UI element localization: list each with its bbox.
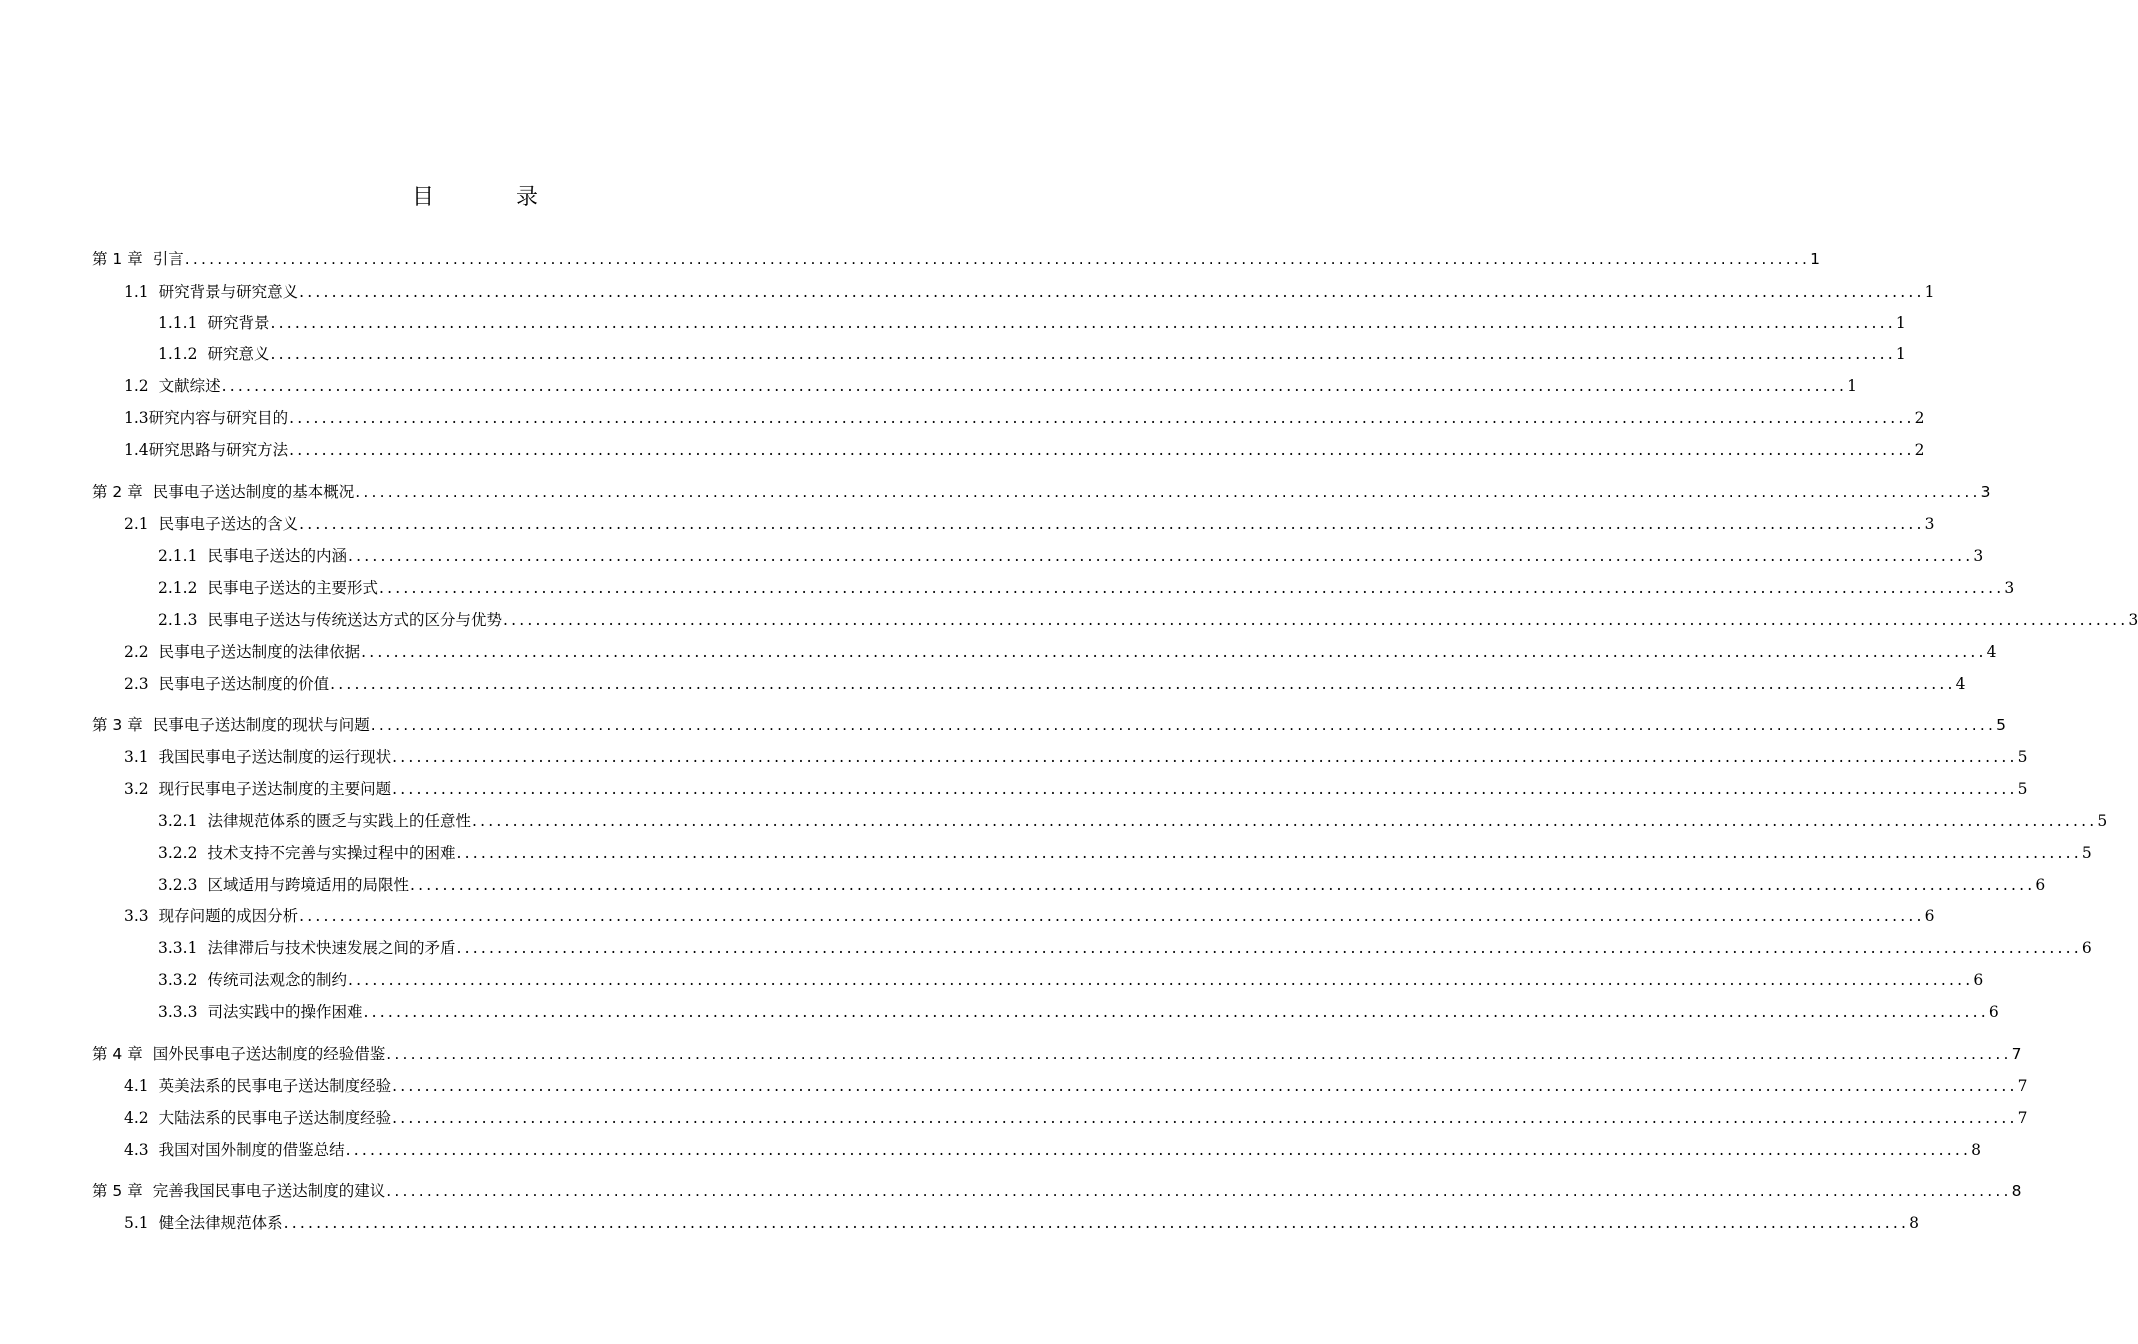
toc-leader-dots: ........................................................................................................................................................................................................ (456, 939, 2082, 957)
toc-entry-number: 3.2.3 (158, 876, 198, 894)
toc-leader-dots: ........................................................................................................................................................................................................ (345, 1141, 1972, 1159)
toc-leader-dots: ........................................................................................................................................................................................................ (299, 283, 1925, 301)
toc-entry-page-number: 6 (1973, 971, 1984, 989)
toc-entry-section[interactable] (0, 905, 1935, 927)
toc-entry-page-number: 1 (1895, 314, 1906, 332)
toc-entry-label: 研究思路与研究方法 (148, 441, 289, 459)
toc-entry-section[interactable] (0, 1075, 2028, 1097)
toc-entry-number: 3.2.1 (158, 812, 198, 830)
toc-entry-page-number: 5 (2017, 780, 2028, 798)
toc-entry-number: 2.1.1 (158, 547, 198, 565)
toc-entry-label: 我国民事电子送达制度的运行现状 (158, 748, 392, 766)
toc-leader-dots: ........................................................................................................................................................................................................ (471, 812, 2098, 830)
toc-leader-dots: ........................................................................................................................................................................................................ (386, 1182, 2012, 1200)
toc-leader-dots: ........................................................................................................................................................................................................ (289, 409, 1915, 427)
toc-entry-page-number: 3 (2128, 611, 2138, 629)
toc-leader-dots: ........................................................................................................................................................................................................ (386, 1045, 2012, 1063)
toc-entry-page-number: 6 (2081, 939, 2092, 957)
toc-entry-number: 1.4 (124, 441, 149, 459)
toc-entry-number: 3.2 (124, 780, 149, 798)
toc-entry-label: 健全法律规范体系 (158, 1214, 283, 1232)
toc-entry-number: 3.3.1 (158, 939, 198, 957)
toc-leader-dots: ........................................................................................................................................................................................................ (347, 971, 1974, 989)
toc-leader-dots: ........................................................................................................................................................................................................ (456, 844, 2082, 862)
toc-entry-number: 2.2 (124, 643, 149, 661)
toc-entry-page-number: 7 (2017, 1109, 2028, 1127)
toc-entry-page-number: 8 (1909, 1214, 1919, 1232)
toc-entry-section[interactable] (0, 513, 1935, 535)
toc-leader-dots: ........................................................................................................................................................................................................ (347, 547, 1974, 565)
toc-entry-label: 民事电子送达制度的法律依据 (158, 643, 361, 661)
toc-entry-page-number: 2 (1914, 441, 1925, 459)
toc-entry-page-number: 3 (1973, 547, 1984, 565)
toc-entry-subsection[interactable] (0, 937, 2092, 959)
toc-entry-label: 研究背景 (207, 314, 270, 332)
toc-entry-number: 第 1 章 (92, 250, 143, 268)
toc-entry-section[interactable] (0, 407, 1925, 429)
toc-entry-section[interactable] (0, 778, 2028, 800)
toc-entry-label: 传统司法观念的制约 (207, 971, 347, 989)
toc-entry-subsection[interactable] (0, 609, 2138, 631)
toc-leader-dots: ........................................................................................................................................................................................................ (289, 441, 1915, 459)
toc-entry-label: 技术支持不完善与实操过程中的困难 (207, 844, 456, 862)
toc-leader-dots: ........................................................................................................................................................................................................ (502, 611, 2129, 629)
toc-entry-chapter[interactable] (0, 714, 2007, 736)
toc-leader-dots: ........................................................................................................................................................................................................ (270, 345, 1896, 363)
toc-entry-number: 3.1 (124, 748, 149, 766)
toc-leader-dots: ........................................................................................................................................................................................................ (378, 579, 2005, 597)
toc-entry-page-number: 1 (1924, 283, 1935, 301)
toc-entry-label: 民事电子送达制度的价值 (158, 675, 330, 693)
toc-entry-number: 5.1 (124, 1214, 149, 1232)
toc-entry-chapter[interactable] (0, 248, 1821, 270)
toc-entry-number: 2.1.2 (158, 579, 198, 597)
toc-leader-dots: ........................................................................................................................................................................................................ (392, 780, 2018, 798)
toc-entry-page-number: 8 (2011, 1182, 2022, 1200)
toc-entry-subsection[interactable] (0, 842, 2092, 864)
toc-entry-page-number: 7 (2017, 1077, 2028, 1095)
toc-leader-dots: ........................................................................................................................................................................................................ (392, 748, 2018, 766)
toc-entry-section[interactable] (0, 1139, 1981, 1161)
toc-entry-label: 民事电子送达制度的现状与问题 (152, 716, 370, 734)
toc-entry-number: 4.1 (124, 1077, 149, 1095)
toc-entry-section[interactable] (0, 641, 1997, 663)
toc-entry-label: 法律滞后与技术快速发展之间的矛盾 (207, 939, 456, 957)
toc-entry-page-number: 1 (1895, 345, 1906, 363)
toc-entry-number: 4.3 (124, 1141, 149, 1159)
toc-entry-chapter[interactable] (0, 481, 1991, 503)
toc-entry-number: 第 2 章 (92, 483, 143, 501)
toc-entry-number: 1.3 (124, 409, 149, 427)
toc-entry-label: 现行民事电子送达制度的主要问题 (158, 780, 392, 798)
toc-leader-dots: ........................................................................................................................................................................................................ (184, 250, 1811, 268)
toc-entry-label: 完善我国民事电子送达制度的建议 (152, 1182, 386, 1200)
toc-leader-dots: ........................................................................................................................................................................................................ (355, 483, 1981, 501)
toc-leader-dots: ........................................................................................................................................................................................................ (392, 1077, 2018, 1095)
toc-entry-section[interactable] (0, 375, 1857, 397)
toc-entry-label: 民事电子送达的内涵 (207, 547, 347, 565)
toc-entry-label: 研究内容与研究目的 (148, 409, 289, 427)
toc-entry-page-number: 4 (1986, 643, 1997, 661)
toc-entry-label: 民事电子送达与传统送达方式的区分与优势 (207, 611, 502, 629)
toc-entry-label: 大陆法系的民事电子送达制度经验 (158, 1109, 392, 1127)
toc-entry-label: 民事电子送达制度的基本概况 (152, 483, 355, 501)
toc-entry-page-number: 5 (2081, 844, 2092, 862)
toc-entry-page-number: 1 (1810, 250, 1821, 268)
toc-entry-number: 2.1.3 (158, 611, 198, 629)
toc-leader-dots: ........................................................................................................................................................................................................ (409, 876, 2036, 894)
toc-leader-dots: ........................................................................................................................................................................................................ (221, 377, 1848, 395)
toc-entry-section[interactable] (0, 1107, 2028, 1129)
toc-entry-page-number: 6 (1988, 1003, 1999, 1021)
toc-entry-label: 区域适用与跨境适用的局限性 (207, 876, 409, 894)
toc-entry-page-number: 5 (1996, 716, 2007, 734)
toc-entry-number: 第 5 章 (92, 1182, 143, 1200)
toc-entry-label: 国外民事电子送达制度的经验借鉴 (152, 1045, 386, 1063)
toc-entry-label: 英美法系的民事电子送达制度经验 (158, 1077, 392, 1095)
toc-entry-page-number: 3 (1980, 483, 1991, 501)
toc-entry-subsection[interactable] (0, 545, 1984, 567)
toc-entry-subsection[interactable] (0, 312, 1906, 334)
toc-entry-section[interactable] (0, 281, 1935, 303)
toc-leader-dots: ........................................................................................................................................................................................................ (361, 643, 1987, 661)
toc-leader-dots: ........................................................................................................................................................................................................ (270, 314, 1896, 332)
toc-entry-number: 3.3.3 (158, 1003, 198, 1021)
toc-entry-page-number: 3 (2004, 579, 2015, 597)
toc-leader-dots: ........................................................................................................................................................................................................ (370, 716, 1997, 734)
toc-entry-number: 第 4 章 (92, 1045, 143, 1063)
toc-entry-label: 民事电子送达的主要形式 (207, 579, 378, 597)
toc-entry-section[interactable] (0, 746, 2028, 768)
toc-entry-section[interactable] (0, 673, 1966, 695)
toc-entry-label: 研究意义 (207, 345, 270, 363)
toc-entry-subsection[interactable] (0, 577, 2015, 599)
toc-leader-dots: ........................................................................................................................................................................................................ (392, 1109, 2018, 1127)
toc-entry-label: 研究背景与研究意义 (158, 283, 299, 301)
toc-entry-number: 3.2.2 (158, 844, 198, 862)
toc-entry-page-number: 2 (1914, 409, 1925, 427)
toc-entry-number: 3.3 (124, 907, 149, 925)
toc-entry-page-number: 5 (2017, 748, 2028, 766)
toc-entry-label: 文献综述 (158, 377, 221, 395)
toc-entry-number: 第 3 章 (92, 716, 143, 734)
toc-entry-number: 1.1 (124, 283, 149, 301)
toc-entry-label: 法律规范体系的匮乏与实践上的任意性 (207, 812, 471, 830)
toc-entry-page-number: 3 (1924, 515, 1935, 533)
toc-entry-page-number: 7 (2011, 1045, 2022, 1063)
page-title: 目 录 (411, 185, 568, 210)
toc-entry-subsection[interactable] (0, 810, 2108, 832)
toc-leader-dots: ........................................................................................................................................................................................................ (299, 515, 1925, 533)
toc-leader-dots: ........................................................................................................................................................................................................ (299, 907, 1925, 925)
toc-entry-label: 民事电子送达的含义 (158, 515, 299, 533)
toc-leader-dots: ........................................................................................................................................................................................................ (363, 1003, 1989, 1021)
toc-entry-label: 现存问题的成因分析 (158, 907, 299, 925)
toc-entry-number: 1.1.2 (158, 345, 198, 363)
toc-leader-dots: ........................................................................................................................................................................................................ (330, 675, 1956, 693)
toc-entry-page-number: 1 (1847, 377, 1857, 395)
toc-entry-label: 引言 (152, 250, 184, 268)
toc-entry-subsection[interactable] (0, 874, 2046, 896)
toc-entry-number: 1.1.1 (158, 314, 198, 332)
toc-entry-number: 2.3 (124, 675, 149, 693)
toc-entry-page-number: 6 (2035, 876, 2046, 894)
toc-entry-page-number: 8 (1971, 1141, 1981, 1159)
toc-entry-section[interactable] (0, 439, 1925, 461)
toc-entry-label: 司法实践中的操作困难 (207, 1003, 363, 1021)
toc-entry-subsection[interactable] (0, 343, 1906, 365)
toc-entry-number: 1.2 (124, 377, 149, 395)
toc-entry-section[interactable] (0, 1212, 1919, 1234)
toc-entry-page-number: 6 (1924, 907, 1935, 925)
toc-entry-label: 我国对国外制度的借鉴总结 (158, 1141, 345, 1159)
toc-entry-subsection[interactable] (0, 1001, 1999, 1023)
toc-entry-number: 2.1 (124, 515, 149, 533)
toc-leader-dots: ........................................................................................................................................................................................................ (283, 1214, 1910, 1232)
toc-entry-chapter[interactable] (0, 1043, 2022, 1065)
toc-entry-chapter[interactable] (0, 1180, 2022, 1202)
toc-entry-page-number: 4 (1955, 675, 1966, 693)
toc-entry-page-number: 5 (2097, 812, 2108, 830)
toc-entry-number: 3.3.2 (158, 971, 198, 989)
toc-entry-number: 4.2 (124, 1109, 149, 1127)
toc-entry-subsection[interactable] (0, 969, 1984, 991)
